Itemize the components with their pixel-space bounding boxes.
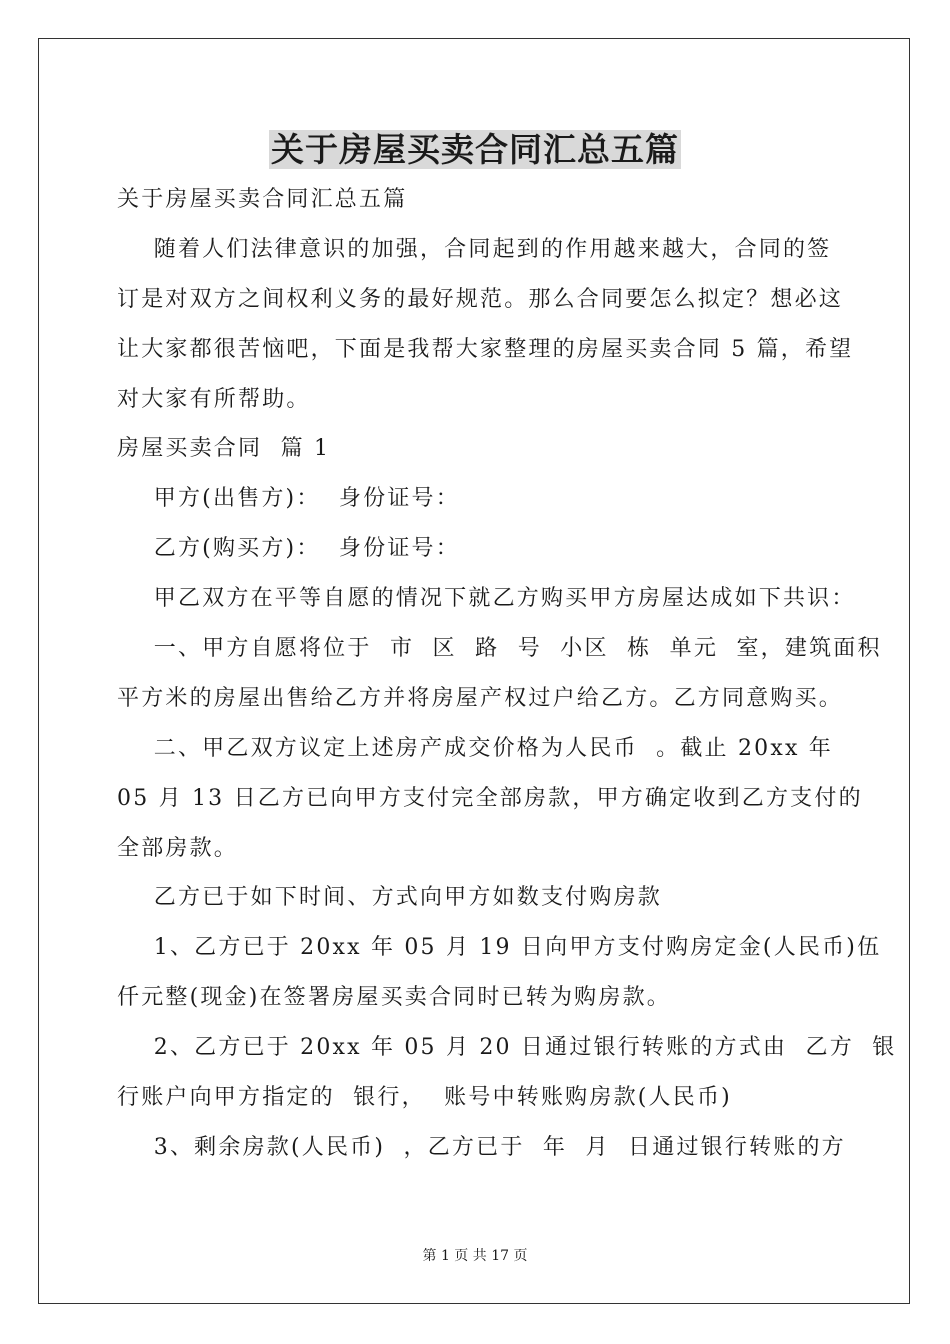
text-line: 2、乙方已于 20xx 年 05 月 20 日通过银行转账的方式由 乙方 银 xyxy=(117,1035,897,1060)
text-line: 行账户向甲方指定的 银行， 账号中转账购房款(人民币) xyxy=(117,1085,732,1110)
text-line: 订是对双方之间权利义务的最好规范。那么合同要怎么拟定？想必这 xyxy=(117,287,844,312)
text-line: 3、剩余房款(人民币) ，乙方已于 年 月 日通过银行转账的方 xyxy=(117,1135,846,1160)
page-number: 第 1 页 共 17 页 xyxy=(422,1248,528,1264)
text-line: 随着人们法律意识的加强，合同起到的作用越来越大，合同的签 xyxy=(117,237,832,262)
text-line: 一、甲方自愿将位于 市 区 路 号 小区 栋 单元 室，建筑面积 xyxy=(117,636,882,661)
text-line: 全部房款。 xyxy=(117,836,239,861)
text-line: 甲乙双方在平等自愿的情况下就乙方购买甲方房屋达成如下共识： xyxy=(117,586,856,611)
section-heading: 房屋买卖合同 篇 1 xyxy=(117,436,331,461)
document-title: 关于房屋买卖合同汇总五篇 xyxy=(271,130,679,169)
document-title-container xyxy=(0,128,950,172)
text-line: 让大家都很苦恼吧，下面是我帮大家整理的房屋买卖合同 5 篇，希望 xyxy=(117,337,854,362)
text-line: 仟元整(现金)在签署房屋买卖合同时已转为购房款。 xyxy=(117,985,671,1010)
text-line: 平方米的房屋出售给乙方并将房屋产权过户给乙方。乙方同意购买。 xyxy=(117,686,844,711)
text-line: 乙方(购买方)： 身份证号： xyxy=(117,536,460,561)
text-line: 1、乙方已于 20xx 年 05 月 19 日向甲方支付购房定金(人民币)伍 xyxy=(117,935,882,960)
text-line: 二、甲乙双方议定上述房产成交价格为人民币 。截止 20xx 年 xyxy=(117,736,833,761)
text-line: 05 月 13 日乙方已向甲方支付完全部房款，甲方确定收到乙方支付的 xyxy=(117,786,863,811)
page-border xyxy=(38,38,910,1304)
text-line: 对大家有所帮助。 xyxy=(117,387,311,412)
text-line: 乙方已于如下时间、方式向甲方如数支付购房款 xyxy=(117,885,662,910)
text-line: 关于房屋买卖合同汇总五篇 xyxy=(117,187,408,212)
text-line: 甲方(出售方)： 身份证号： xyxy=(117,486,460,511)
